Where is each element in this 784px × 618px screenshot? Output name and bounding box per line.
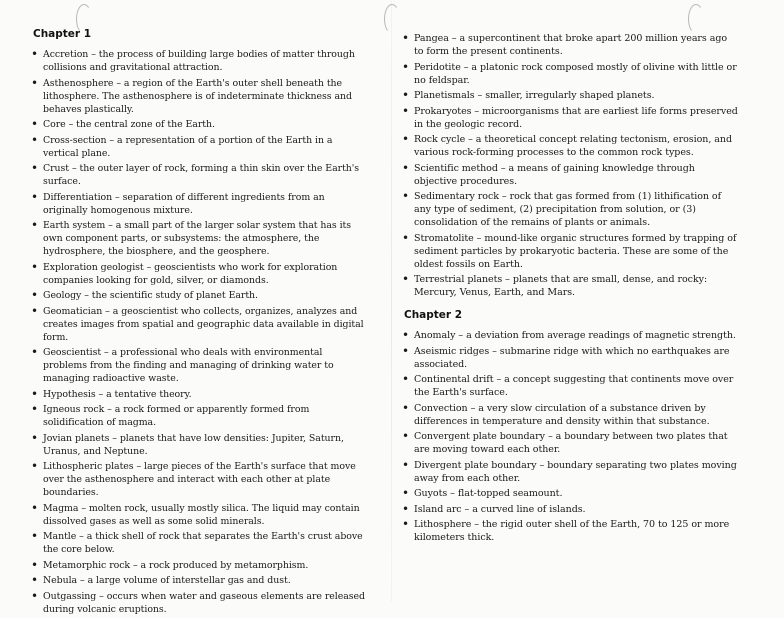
glossary-term: • Terrestrial planets – planets that are small, dense, and rocky: Mercury, Venus, Earth, and Mars. xyxy=(404,273,739,299)
glossary-term: • Geomatician – a geoscientist who collects, organizes, analyzes and creates images from spatial and geographic data available in digital form. xyxy=(33,305,368,344)
left-page-content xyxy=(33,28,368,618)
glossary-term: • Mantle – a thick shell of rock that separates the Earth's crust above the core below. xyxy=(33,530,368,556)
glossary-term: • Peridotite – a platonic rock composed mostly of olivine with little or no feldspar. xyxy=(404,61,739,87)
binder-hole-mark xyxy=(384,4,400,34)
glossary-term: • Sedimentary rock – rock that gas formed from (1) lithification of any type of sediment, (2) precipitation from solution, or (3) consolidation of the remains of plants or animals. xyxy=(404,190,739,229)
glossary-term: • Igneous rock – a rock formed or apparently formed from solidification of magma. xyxy=(33,403,368,429)
glossary-term: • Geology – the scientific study of planet Earth. xyxy=(33,289,368,302)
chapter-2-title: Chapter 2 xyxy=(404,309,463,321)
glossary-term: • Prokaryotes – microorganisms that are earliest life forms preserved in the geologic record. xyxy=(404,105,739,131)
right-page xyxy=(392,0,784,602)
glossary-term: • Hypothesis – a tentative theory. xyxy=(33,388,368,401)
glossary-term: • Aseismic ridges – submarine ridge with which no earthquakes are associated. xyxy=(404,345,739,371)
glossary-term: • Convergent plate boundary – a boundary between two plates that are moving toward each other. xyxy=(404,430,739,456)
chapter-1-title: Chapter 1 xyxy=(33,28,92,40)
glossary-term: • Convection – a very slow circulation of a substance driven by differences in temperature and density within that substance. xyxy=(404,402,739,428)
glossary-term: • Lithospheric plates – large pieces of the Earth's surface that move over the asthenosphere and interact with each other at plate boundaries. xyxy=(33,460,368,499)
left-page xyxy=(0,0,392,615)
glossary-term: • Asthenosphere – a region of the Earth's outer shell beneath the lithosphere. The asthenosphere is of indeterminate thickness and behaves plastically. xyxy=(33,77,368,116)
right-page-content xyxy=(404,32,739,547)
chapter-1-continued-term-list xyxy=(404,32,739,299)
glossary-term: • Metamorphic rock – a rock produced by metamorphism. xyxy=(33,559,368,572)
glossary-term: • Geoscientist – a professional who deals with environmental problems from the finding and managing of drinking water to managing radioactive waste. xyxy=(33,346,368,385)
binder-hole-mark xyxy=(688,4,704,34)
glossary-term: • Stromatolite – mound-like organic structures formed by trapping of sediment particles by prokaryotic bacteria. These are some of the oldest fossils on Earth. xyxy=(404,232,739,271)
glossary-term: • Nebula – a large volume of interstellar gas and dust. xyxy=(33,574,368,587)
glossary-term: • Planetismals – smaller, irregularly shaped planets. xyxy=(404,89,739,102)
glossary-term: • Guyots – flat-topped seamount. xyxy=(404,487,739,500)
glossary-term: • Continental drift – a concept suggesting that continents move over the Earth's surface. xyxy=(404,373,739,399)
glossary-term: • Lithosphere – the rigid outer shell of the Earth, 70 to 125 or more kilometers thick. xyxy=(404,518,739,544)
glossary-term: • Island arc – a curved line of islands. xyxy=(404,503,739,516)
glossary-term: • Outgassing – occurs when water and gaseous elements are released during volcanic eruptions. xyxy=(33,590,368,616)
glossary-term: • Accretion – the process of building large bodies of matter through collisions and gravitational attraction. xyxy=(33,48,368,74)
glossary-term: • Earth system – a small part of the larger solar system that has its own component parts, or subsystems: the atmosphere, the hydrosphere, the biosphere, and the geosphere. xyxy=(33,219,368,258)
glossary-term: • Divergent plate boundary – boundary separating two plates moving away from each other. xyxy=(404,459,739,485)
glossary-term: • Exploration geologist – geoscientists who work for exploration companies looking for gold, silver, or diamonds. xyxy=(33,261,368,287)
glossary-term: • Differentiation – separation of different ingredients from an originally homogenous mixture. xyxy=(33,191,368,217)
glossary-term: • Scientific method – a means of gaining knowledge through objective procedures. xyxy=(404,162,739,188)
glossary-term: • Crust – the outer layer of rock, forming a thin skin over the Earth's surface. xyxy=(33,162,368,188)
glossary-term: • Cross-section – a representation of a portion of the Earth in a vertical plane. xyxy=(33,134,368,160)
glossary-term: • Jovian planets – planets that have low densities: Jupiter, Saturn, Uranus, and Neptune. xyxy=(33,432,368,458)
glossary-term: • Magma – molten rock, usually mostly silica. The liquid may contain dissolved gases as well as some solid minerals. xyxy=(33,502,368,528)
glossary-term: • Anomaly – a deviation from average readings of magnetic strength. xyxy=(404,329,739,342)
chapter-2-term-list xyxy=(404,329,739,544)
glossary-term: • Rock cycle – a theoretical concept relating tectonism, erosion, and various rock-forming processes to the common rock types. xyxy=(404,133,739,159)
glossary-term: • Core – the central zone of the Earth. xyxy=(33,118,368,131)
chapter-1-term-list xyxy=(33,48,368,616)
glossary-term: • Pangea – a supercontinent that broke apart 200 million years ago to form the present continents. xyxy=(404,32,739,58)
